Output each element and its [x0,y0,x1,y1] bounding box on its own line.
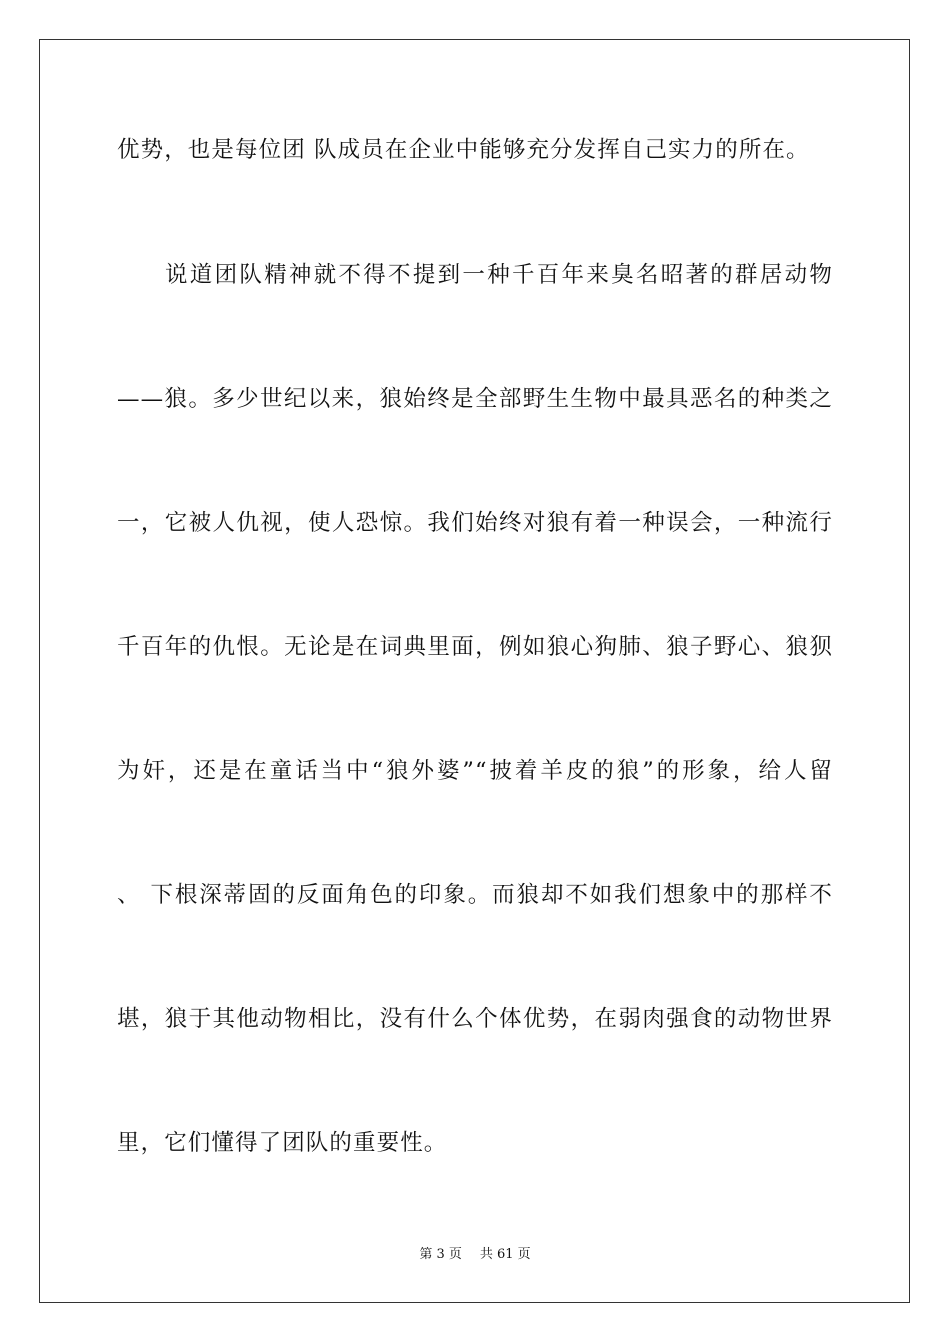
text-line-1: 优势，也是每位团 队成员在企业中能够充分发挥自己实力的所在。 [117,137,810,163]
page-footer [0,1246,950,1264]
text-line-9: 里，它们懂得了团队的重要性。 [117,1130,448,1156]
text-line-8: 堪，狼于其他动物相比，没有什么个体优势，在弱肉强食的动物世界 [117,1006,833,1032]
total-pages: 共 61 页 [479,1247,531,1262]
text-line-5: 千百年的仇恨。无论是在词典里面，例如狼心狗肺、狼子野心、狼狈 [117,634,833,660]
page-number: 第 3 页 [419,1247,462,1262]
text-line-3: ——狼。多少世纪以来，狼始终是全部野生生物中最具恶名的种类之 [117,386,833,412]
text-line-7: 、 下根深蒂固的反面角色的印象。而狼却不如我们想象中的那样不 [117,882,833,908]
page-border [39,39,910,1303]
text-line-2: 说道团队精神就不得不提到一种千百年来臭名昭著的群居动物 [165,262,833,288]
text-line-6: 为奸，还是在童话当中“狼外婆”“披着羊皮的狼”的形象，给人留 [117,758,833,784]
text-line-4: 一，它被人仇视，使人恐惊。我们始终对狼有着一种误会，一种流行 [117,510,833,536]
